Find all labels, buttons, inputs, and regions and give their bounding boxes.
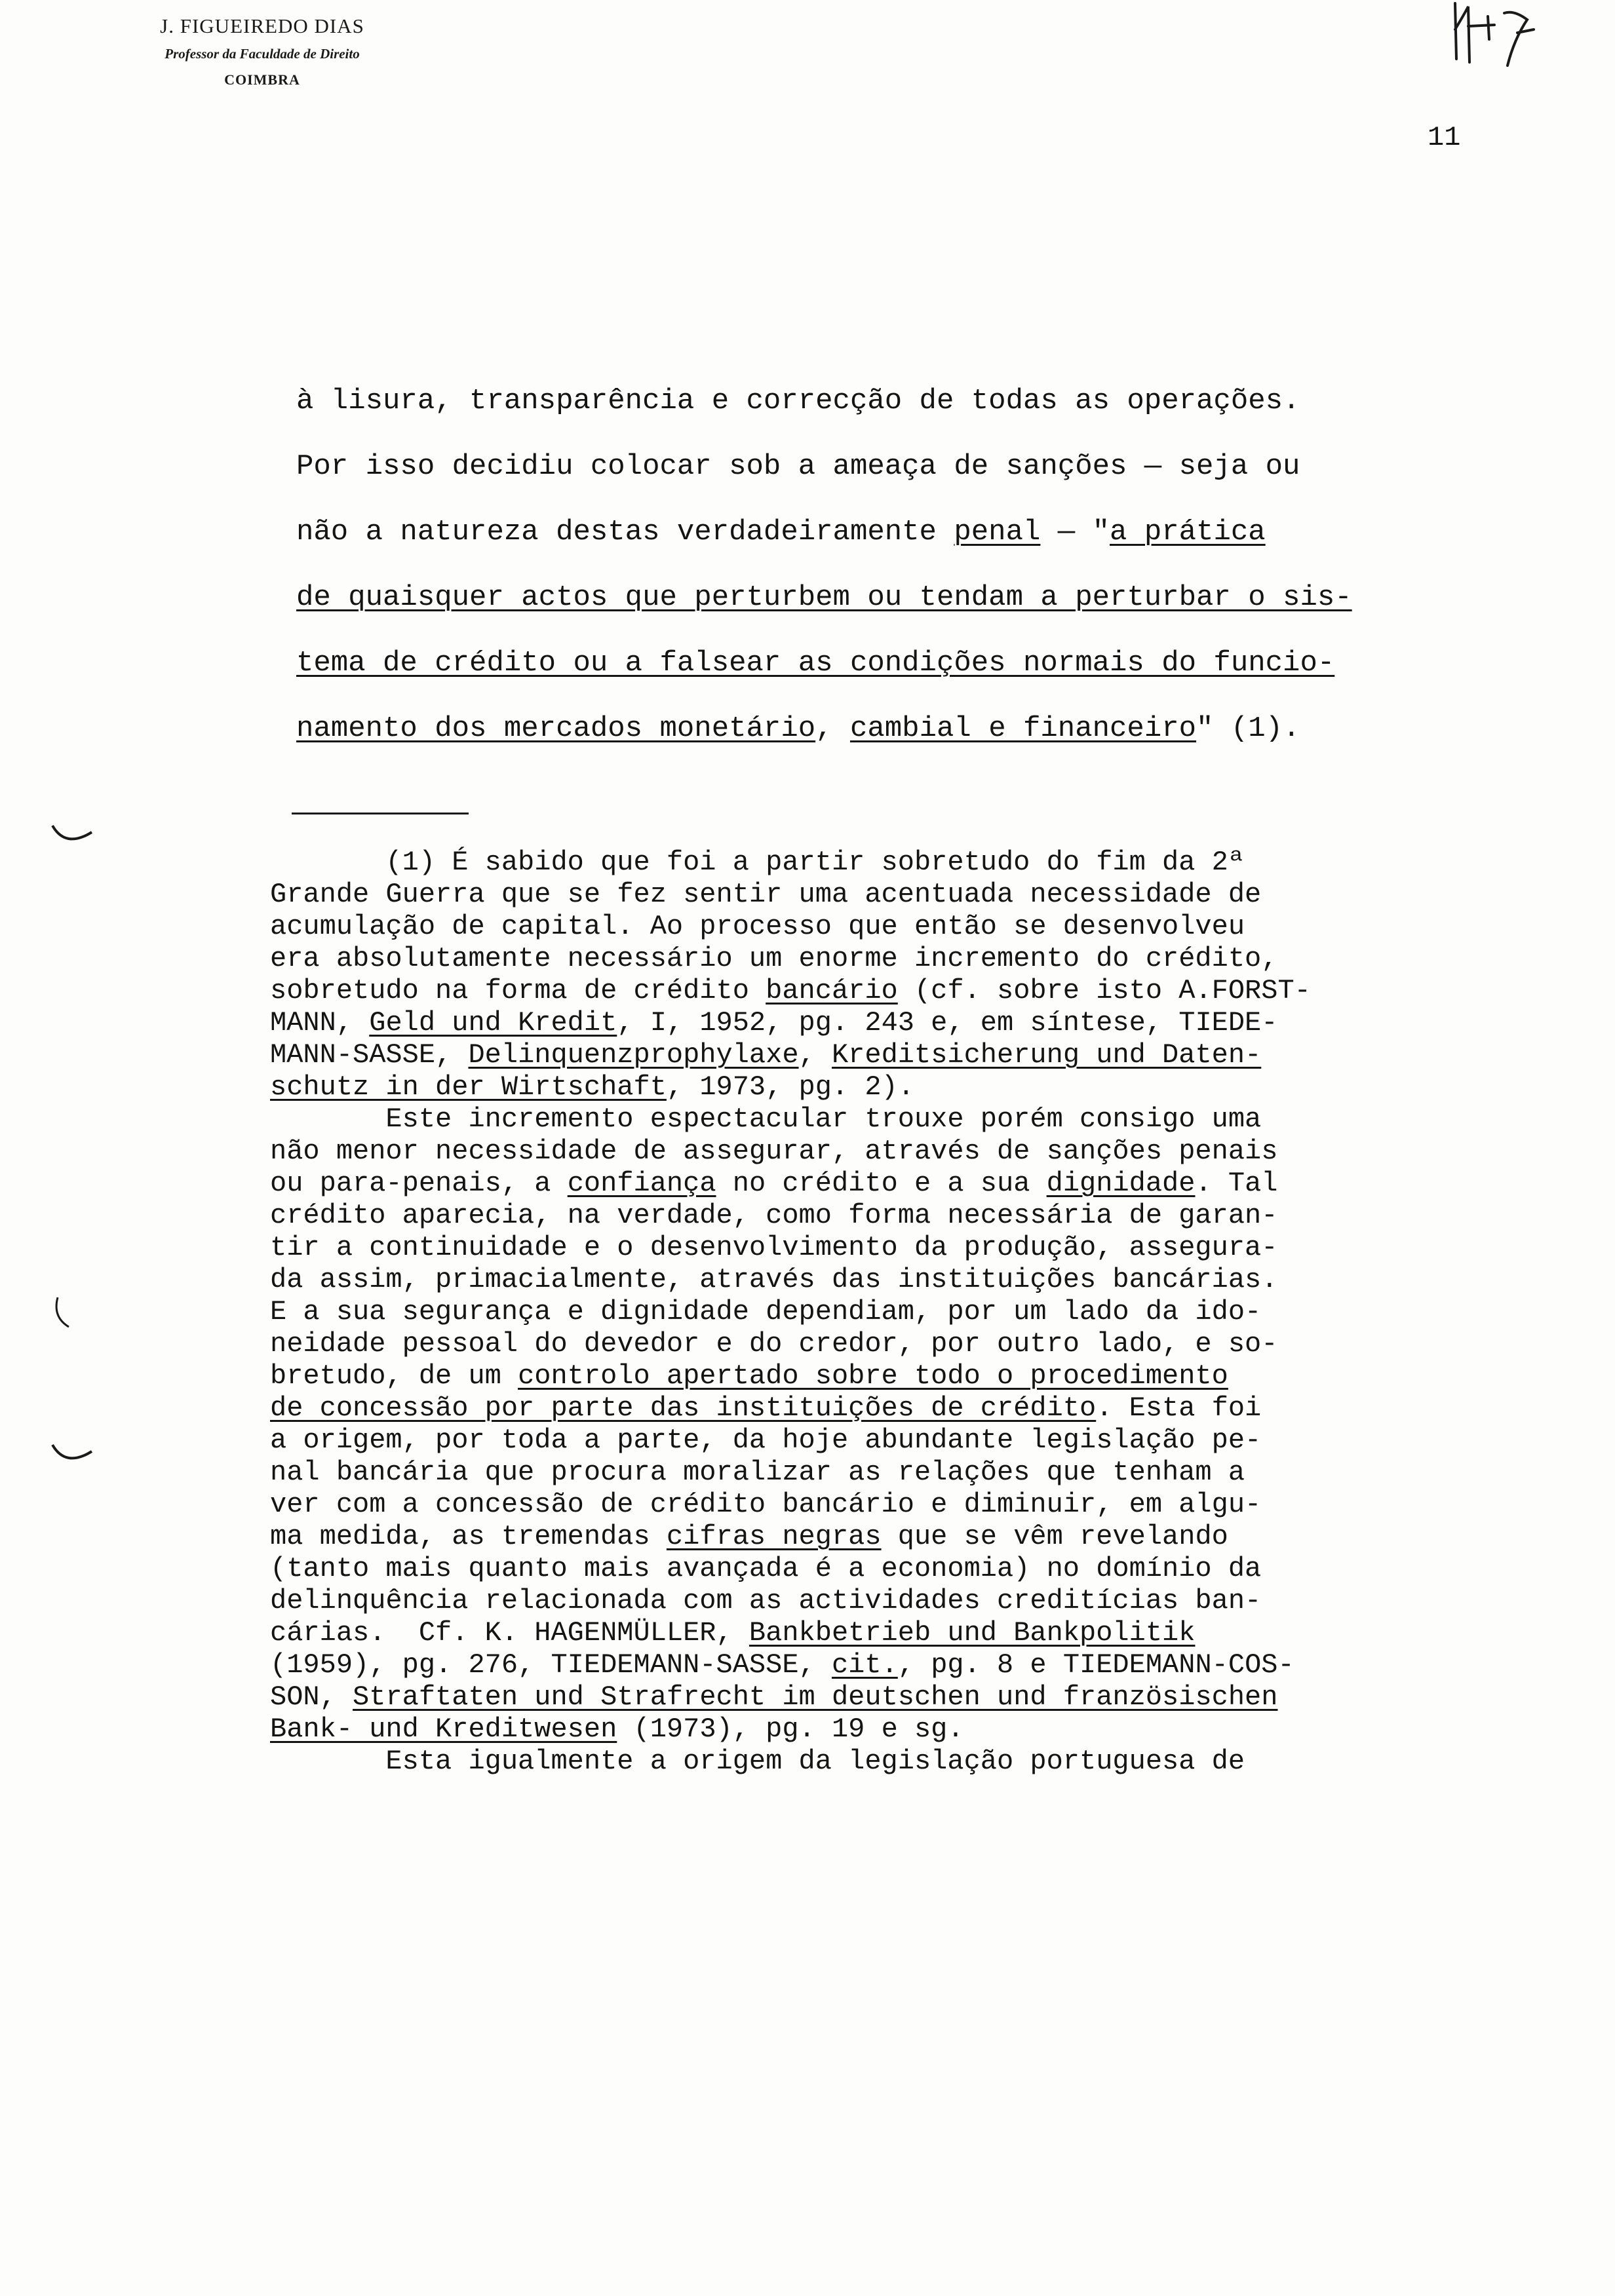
text-run: delinquência relacionada com as actividades creditícias ban- bbox=[270, 1585, 1262, 1617]
body-line bbox=[296, 368, 1476, 434]
footnote-line bbox=[270, 879, 1528, 911]
footnote-separator bbox=[292, 813, 469, 814]
underlined-text: cit. bbox=[831, 1649, 898, 1681]
author-title: Professor da Faculdade de Direito bbox=[165, 46, 360, 62]
footnote-line bbox=[270, 943, 1528, 975]
underlined-text: Straftaten und Strafrecht im deutschen und französischen bbox=[353, 1681, 1278, 1713]
text-run: da assim, primacialmente, através das instituições bancárias. bbox=[270, 1264, 1278, 1295]
footnote-line bbox=[270, 1264, 1528, 1296]
text-run: que se vêm revelando bbox=[881, 1521, 1228, 1552]
text-run: — " bbox=[1040, 516, 1110, 548]
text-run: (cf. sobre isto A.FORST- bbox=[897, 975, 1311, 1006]
text-run: SON, bbox=[270, 1681, 353, 1713]
underlined-text: a prática bbox=[1110, 516, 1266, 548]
text-run: " (1). bbox=[1196, 712, 1300, 745]
text-run: , pg. 8 e TIEDEMANN-COS- bbox=[897, 1649, 1294, 1681]
underlined-text: cambial e financeiro bbox=[849, 712, 1197, 745]
footnote-line bbox=[270, 1328, 1528, 1360]
text-run: Grande Guerra que se fez sentir uma acentuada necessidade de bbox=[270, 879, 1262, 910]
text-run: . Esta foi bbox=[1096, 1392, 1262, 1424]
footnote-line bbox=[270, 1071, 1528, 1103]
underlined-text: cifras negras bbox=[666, 1521, 882, 1552]
footnote bbox=[270, 847, 1528, 1778]
margin-punch-marks bbox=[39, 813, 105, 1520]
footnote-line bbox=[270, 1585, 1528, 1617]
underlined-text: de quaisquer actos que perturbem ou tendam a perturbar o sis- bbox=[296, 581, 1352, 614]
text-run: ou para-penais, a bbox=[270, 1168, 568, 1199]
footnote-line bbox=[270, 1007, 1528, 1039]
footnote-line bbox=[270, 1296, 1528, 1328]
body-line bbox=[296, 630, 1476, 696]
text-run: . Tal bbox=[1195, 1168, 1278, 1199]
text-run: E a sua segurança e dignidade dependiam, por um lado da ido- bbox=[270, 1296, 1262, 1328]
footnote-line bbox=[270, 1360, 1528, 1392]
footnote-line bbox=[270, 1103, 1528, 1136]
footnote-line bbox=[270, 1681, 1528, 1713]
footnote-line bbox=[270, 1136, 1528, 1168]
page-number: 11 bbox=[1428, 122, 1461, 153]
text-run: Esta igualmente a origem da legislação portuguesa de bbox=[270, 1746, 1245, 1777]
author-city: COIMBRA bbox=[224, 71, 300, 88]
footnote-line bbox=[270, 1713, 1528, 1746]
text-run: , bbox=[798, 1039, 832, 1071]
text-run: (tanto mais quanto mais avançada é a economia) no domínio da bbox=[270, 1553, 1262, 1584]
underlined-text: Kreditsicherung und Daten- bbox=[831, 1039, 1262, 1071]
text-run: cárias. Cf. K. HAGENMÜLLER, bbox=[270, 1617, 749, 1649]
underlined-text: de concessão por parte das instituições de crédito bbox=[270, 1392, 1097, 1424]
footnote-line bbox=[270, 1553, 1528, 1585]
text-run: a origem, por toda a parte, da hoje abundante legislação pe- bbox=[270, 1425, 1262, 1456]
underlined-text: penal bbox=[954, 516, 1041, 548]
footnote-line bbox=[270, 1649, 1528, 1681]
footnote-line bbox=[270, 1617, 1528, 1649]
text-run: ver com a concessão de crédito bancário e diminuir, em algu- bbox=[270, 1489, 1262, 1520]
text-run: (1) É sabido que foi a partir sobretudo do fim da 2ª bbox=[270, 847, 1245, 878]
underlined-text: schutz in der Wirtschaft bbox=[270, 1071, 667, 1103]
footnote-line bbox=[270, 1200, 1528, 1232]
text-run: era absolutamente necessário um enorme incremento do crédito, bbox=[270, 943, 1278, 974]
footnote-line bbox=[270, 847, 1528, 879]
body-line bbox=[296, 696, 1476, 761]
underlined-text: controlo apertado sobre todo o procedimento bbox=[518, 1360, 1228, 1392]
body-line bbox=[296, 565, 1476, 630]
text-run: não menor necessidade de assegurar, através de sanções penais bbox=[270, 1136, 1278, 1167]
handwritten-initials bbox=[1442, 0, 1573, 79]
underlined-text: tema de crédito ou a falsear as condições normais do funcio- bbox=[296, 647, 1335, 679]
text-run: no crédito e a sua bbox=[716, 1168, 1047, 1199]
footnote-line bbox=[270, 1232, 1528, 1264]
body-line bbox=[296, 499, 1476, 565]
body-line bbox=[296, 434, 1476, 499]
underlined-text: Bankbetrieb und Bankpolitik bbox=[749, 1617, 1196, 1649]
footnote-line bbox=[270, 1392, 1528, 1425]
text-run: bretudo, de um bbox=[270, 1360, 518, 1392]
text-run: nal bancária que procura moralizar as relações que tenham a bbox=[270, 1457, 1245, 1488]
text-run: MANN-SASSE, bbox=[270, 1039, 469, 1071]
text-run: não a natureza destas verdadeiramente bbox=[296, 516, 954, 548]
footnote-line bbox=[270, 1746, 1528, 1778]
text-run: à lisura, transparência e correcção de todas as operações. bbox=[296, 385, 1300, 417]
underlined-text: confiança bbox=[567, 1168, 716, 1199]
text-run: ma medida, as tremendas bbox=[270, 1521, 667, 1552]
main-paragraph bbox=[296, 368, 1476, 761]
underlined-text: dignidade bbox=[1046, 1168, 1196, 1199]
text-run: (1959), pg. 276, TIEDEMANN-SASSE, bbox=[270, 1649, 832, 1681]
underlined-text: bancário bbox=[766, 975, 898, 1006]
underlined-text: Bank- und Kreditwesen bbox=[270, 1713, 617, 1745]
text-run: tir a continuidade e o desenvolvimento da produção, assegura- bbox=[270, 1232, 1278, 1263]
author-name: J. FIGUEIREDO DIAS bbox=[160, 14, 364, 37]
footnote-line bbox=[270, 1168, 1528, 1200]
footnote-line bbox=[270, 1489, 1528, 1521]
text-run: , bbox=[815, 712, 850, 745]
underlined-text: namento dos mercados monetário bbox=[296, 712, 816, 745]
text-run: MANN, bbox=[270, 1007, 370, 1039]
letterhead bbox=[92, 12, 433, 93]
footnote-line bbox=[270, 1457, 1528, 1489]
text-run: sobretudo na forma de crédito bbox=[270, 975, 766, 1006]
footnote-line bbox=[270, 1039, 1528, 1071]
text-run: Por isso decidiu colocar sob a ameaça de sanções — seja ou bbox=[296, 450, 1300, 483]
footnote-line bbox=[270, 1521, 1528, 1553]
text-run: crédito aparecia, na verdade, como forma necessária de garan- bbox=[270, 1200, 1278, 1231]
text-run: (1973), pg. 19 e sg. bbox=[617, 1713, 964, 1745]
text-run: Este incremento espectacular trouxe porém consigo uma bbox=[270, 1103, 1262, 1135]
footnote-line bbox=[270, 1425, 1528, 1457]
footnote-line bbox=[270, 911, 1528, 943]
text-run: , I, 1952, pg. 243 e, em síntese, TIEDE- bbox=[617, 1007, 1278, 1039]
text-run: neidade pessoal do devedor e do credor, por outro lado, e so- bbox=[270, 1328, 1278, 1360]
footnote-line bbox=[270, 975, 1528, 1007]
text-run: , 1973, pg. 2). bbox=[666, 1071, 914, 1103]
underlined-text: Geld und Kredit bbox=[369, 1007, 617, 1039]
text-run: acumulação de capital. Ao processo que então se desenvolveu bbox=[270, 911, 1245, 942]
underlined-text: Delinquenzprophylaxe bbox=[468, 1039, 799, 1071]
